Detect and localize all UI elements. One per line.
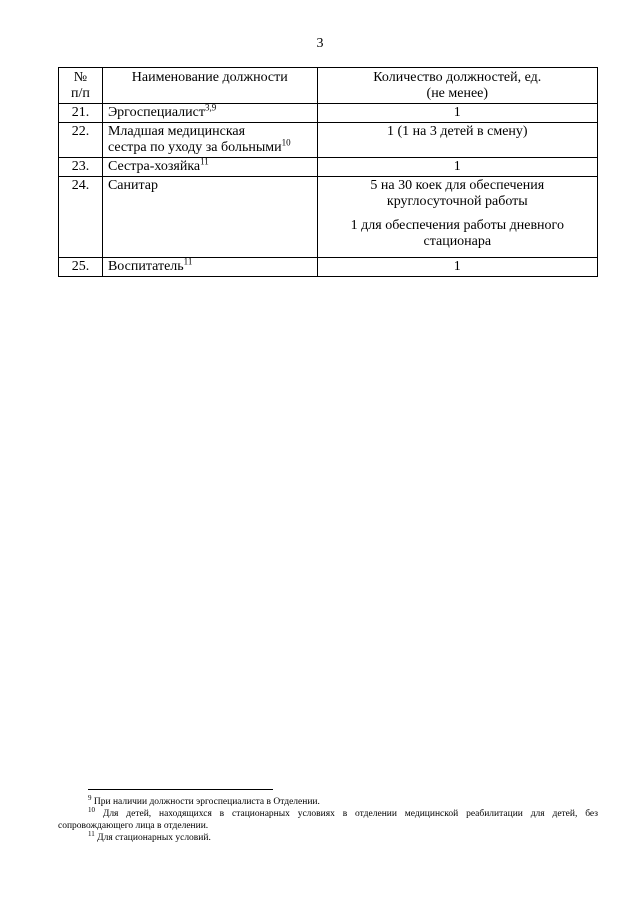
position-quantity [317,123,597,158]
table-row [59,158,598,177]
position-name-text: Младшая медицинская сестра по уходу за больными [107,124,282,155]
row-number: 24. [59,177,103,258]
footnote-reference: 10 [281,137,291,148]
footnote [58,793,598,808]
table-body [59,104,598,277]
footnote-list [58,793,598,844]
footnote-text: Для детей, находящихся в стационарных условиях в отделении медицинской реабилитации для детей, без сопровождающего лица в отделении. [58,809,598,831]
footnote-text: Для стационарных условий. [94,833,211,843]
quantity-text: 5 на 30 коек для обеспечения круглосуточной работы [370,178,545,209]
table-row [59,177,598,258]
header-quantity: Количество должностей, ед. (не менее) [317,68,597,104]
footnote-mark: 10 [88,805,95,814]
table-row [59,123,598,158]
position-name [102,158,317,177]
footnote-mark: 9 [88,793,92,802]
page-number: 3 [316,36,324,51]
table-row [59,258,598,277]
footnote-reference: 11 [183,256,193,267]
position-quantity [317,104,597,123]
row-number: 23. [59,158,103,177]
quantity-text: 1 [453,105,461,120]
footnote-text: При наличии должности эргоспециалиста в Отделении. [91,797,320,807]
footnote-divider [88,789,273,790]
position-name-text: Санитар [107,178,158,193]
position-quantity [317,177,597,258]
header-number: № п/п [59,68,103,104]
header-position-name: Наименование должности [102,68,317,104]
footnote-reference: 11 [200,156,209,167]
table-row [59,104,598,123]
position-name [102,177,317,258]
position-quantity [317,258,597,277]
quantity-text: 1 [453,159,461,174]
quantity-text: 1 (1 на 3 детей в смену) [387,124,528,139]
position-quantity [317,158,597,177]
position-name-text: Эргоспециалист [107,105,205,120]
row-number: 22. [59,123,103,158]
quantity-text: 1 для обеспечения работы дневного стационара [350,218,564,249]
table-header-row [59,68,598,104]
row-number: 21. [59,104,103,123]
position-name [102,123,317,158]
position-name [102,104,317,123]
quantity-text: 1 [453,259,461,274]
position-name-text: Воспитатель [107,259,184,274]
position-name [102,258,317,277]
footnotes [58,789,598,844]
position-name-text: Сестра-хозяйка [107,159,201,174]
row-number: 25. [59,258,103,277]
footnote-reference: 3,9 [204,102,217,113]
footnote-mark: 11 [88,829,95,838]
footnote [58,805,598,832]
footnote [58,829,598,844]
staffing-table [58,67,598,277]
